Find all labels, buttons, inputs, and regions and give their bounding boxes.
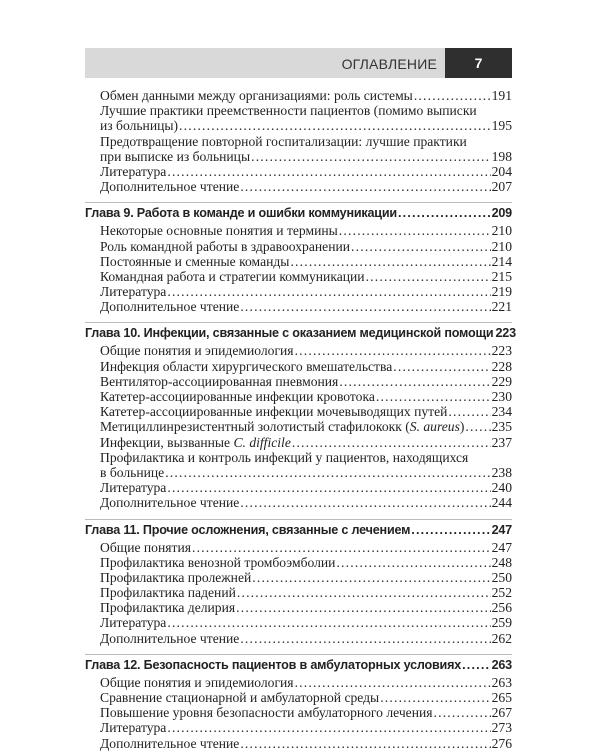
entry-page-number: 256 bbox=[491, 600, 512, 616]
entry-page-number: 237 bbox=[491, 434, 512, 450]
entry-page-number: 247 bbox=[491, 522, 512, 537]
toc-entry[interactable] bbox=[85, 374, 512, 389]
entry-title bbox=[100, 269, 365, 285]
toc-entry[interactable] bbox=[85, 480, 512, 495]
table-of-contents bbox=[85, 88, 516, 751]
entry-page-number: 273 bbox=[491, 720, 512, 736]
entry-title bbox=[100, 631, 239, 647]
toc-entry[interactable] bbox=[85, 435, 512, 450]
entry-title-text: Глава 11. Прочие осложнения, связанные с лечением bbox=[85, 522, 411, 537]
entry-title-italic: C. difficile bbox=[233, 434, 291, 450]
entry-page-number: 198 bbox=[491, 148, 512, 164]
dot-leader bbox=[465, 419, 490, 435]
dot-leader bbox=[351, 239, 491, 255]
entry-page-number: 229 bbox=[491, 373, 512, 389]
toc-entry[interactable] bbox=[85, 299, 512, 314]
dot-leader bbox=[167, 480, 490, 496]
toc-entry[interactable] bbox=[85, 149, 512, 164]
entry-title-text: Некоторые основные понятия и термины bbox=[100, 223, 338, 239]
entry-title-italic: S. aureus bbox=[409, 419, 460, 435]
entry-title-text: Повышение уровня безопасности амбулаторного лечения bbox=[100, 705, 433, 721]
entry-title-text: Литература bbox=[100, 284, 167, 300]
toc-entry[interactable] bbox=[85, 585, 512, 600]
entry-title bbox=[100, 118, 178, 134]
entry-title-text: Профилактика венозной тромбоэмболии bbox=[100, 554, 336, 570]
entry-page-number: 210 bbox=[491, 238, 512, 254]
entry-title-text: Инфекции, вызванные bbox=[100, 434, 234, 450]
entry-title-text: из больницы) bbox=[100, 118, 179, 134]
entry-title bbox=[100, 389, 375, 405]
entry-title bbox=[100, 555, 335, 571]
entry-title-suffix: ) bbox=[459, 419, 465, 435]
toc-entry[interactable] bbox=[85, 88, 512, 103]
entry-title bbox=[100, 480, 166, 496]
dot-leader bbox=[366, 269, 491, 285]
entry-title-text: Дополнительное чтение bbox=[100, 735, 240, 751]
entry-title bbox=[100, 284, 166, 300]
toc-entry[interactable] bbox=[85, 631, 512, 646]
entry-title-text: Инфекция области хирургического вмешательства bbox=[100, 358, 393, 374]
entry-page-number: 244 bbox=[491, 495, 512, 511]
entry-title bbox=[100, 615, 166, 631]
entry-title bbox=[100, 404, 447, 420]
entry-page-number: 234 bbox=[491, 404, 512, 420]
dot-leader bbox=[167, 164, 490, 180]
entry-page-number: 223 bbox=[491, 343, 512, 359]
entry-title-text: Командная работа и стратегии коммуникации bbox=[100, 268, 365, 284]
toc-entry[interactable] bbox=[85, 690, 512, 705]
toc-entry[interactable] bbox=[85, 600, 512, 615]
entry-title-text: Глава 12. Безопасность пациентов в амбулаторных условиях bbox=[85, 657, 462, 672]
dot-leader bbox=[339, 374, 490, 390]
dot-leader bbox=[339, 223, 491, 239]
entry-title bbox=[100, 88, 413, 104]
entry-title bbox=[100, 419, 464, 435]
entry-page-number: 259 bbox=[491, 615, 512, 631]
entry-title bbox=[100, 179, 239, 195]
dot-leader bbox=[434, 705, 491, 721]
entry-page-number: 210 bbox=[491, 223, 512, 239]
dot-leader bbox=[240, 631, 490, 647]
toc-entry[interactable] bbox=[85, 118, 512, 133]
entry-title bbox=[100, 223, 338, 239]
toc-chapter[interactable] bbox=[85, 654, 512, 673]
entry-title bbox=[100, 239, 350, 255]
dot-leader bbox=[240, 299, 490, 315]
entry-title-text: Дополнительное чтение bbox=[100, 495, 240, 511]
entry-title-text: Глава 9. Работа в команде и ошибки коммуникации bbox=[85, 206, 397, 221]
toc-entry[interactable] bbox=[85, 179, 512, 194]
toc-chapter[interactable] bbox=[85, 322, 516, 341]
dot-leader bbox=[240, 495, 490, 511]
toc-entry[interactable] bbox=[85, 465, 512, 480]
dot-leader bbox=[376, 389, 491, 405]
dot-leader bbox=[295, 343, 491, 359]
entry-title bbox=[100, 705, 433, 721]
dot-leader bbox=[414, 88, 491, 104]
entry-title-text: Катетер-ассоциированные инфекции мочевыводящих путей bbox=[100, 404, 448, 420]
entry-title bbox=[100, 149, 250, 165]
entry-title-text: Катетер-ассоциированные инфекции кровотока bbox=[100, 389, 375, 404]
dot-leader bbox=[411, 523, 490, 537]
entry-title-first-line: Лучшие практики преемственности пациентов (помимо выписки bbox=[100, 103, 477, 119]
toc-chapter[interactable] bbox=[85, 202, 512, 221]
page-number: 7 bbox=[445, 48, 512, 78]
entry-page-number: 223 bbox=[495, 326, 516, 341]
dot-leader bbox=[252, 570, 490, 586]
dot-leader bbox=[167, 720, 490, 736]
entry-title bbox=[100, 690, 379, 706]
toc-entry[interactable] bbox=[85, 239, 512, 254]
toc-chapter[interactable] bbox=[85, 519, 512, 538]
toc-entry[interactable] bbox=[85, 495, 512, 510]
entry-page-number: 191 bbox=[491, 88, 512, 103]
entry-page-number: 267 bbox=[491, 705, 512, 721]
entry-page-number: 252 bbox=[491, 585, 512, 601]
toc-entry[interactable] bbox=[85, 254, 512, 269]
entry-title bbox=[100, 570, 251, 586]
entry-title bbox=[100, 164, 166, 180]
header-title: ОГЛАВЛЕНИЕ bbox=[341, 56, 437, 72]
entry-title-text: Литература bbox=[100, 720, 167, 736]
entry-title bbox=[100, 465, 164, 481]
toc-entry-line bbox=[85, 450, 512, 465]
dot-leader bbox=[393, 359, 490, 375]
entry-page-number: 262 bbox=[491, 630, 512, 646]
toc-entry[interactable] bbox=[85, 389, 512, 404]
entry-title-text: Общие понятия и эпидемиология bbox=[100, 343, 294, 359]
dot-leader bbox=[192, 540, 491, 556]
entry-page-number: 238 bbox=[491, 464, 512, 480]
toc-entry[interactable] bbox=[85, 705, 512, 720]
dot-leader bbox=[295, 675, 491, 691]
dot-leader bbox=[236, 600, 490, 616]
entry-title-text: Профилактика пролежней bbox=[100, 569, 252, 585]
toc-entry[interactable] bbox=[85, 404, 512, 419]
entry-page-number: 221 bbox=[491, 299, 512, 315]
dot-leader bbox=[462, 658, 491, 672]
toc-entry[interactable] bbox=[85, 284, 512, 299]
dot-leader bbox=[237, 585, 491, 601]
entry-page-number: 276 bbox=[491, 735, 512, 751]
entry-page-number: 230 bbox=[491, 389, 512, 404]
entry-title-first-line: Предотвращение повторной госпитализации: лучшие практики bbox=[100, 133, 467, 149]
entry-title bbox=[100, 540, 191, 556]
entry-title-text: Метициллинрезистентный золотистый стафилококк ( bbox=[100, 419, 410, 435]
entry-title-text: Дополнительное чтение bbox=[100, 299, 240, 315]
toc-entry[interactable] bbox=[85, 343, 512, 358]
entry-page-number: 263 bbox=[491, 674, 512, 690]
entry-title-text: при выписке из больницы bbox=[100, 148, 251, 164]
entry-title bbox=[100, 435, 291, 451]
entry-title-text: Литература bbox=[100, 163, 167, 179]
entry-page-number: 247 bbox=[491, 539, 512, 555]
entry-page-number: 209 bbox=[491, 206, 512, 221]
entry-page-number: 214 bbox=[491, 253, 512, 269]
toc-entry[interactable] bbox=[85, 419, 512, 434]
toc-entry[interactable] bbox=[85, 164, 512, 179]
toc-entry[interactable] bbox=[85, 269, 512, 284]
entry-title-text: Профилактика падений bbox=[100, 585, 236, 601]
toc-entry[interactable] bbox=[85, 540, 512, 555]
toc-entry[interactable] bbox=[85, 570, 512, 585]
entry-title bbox=[100, 299, 239, 315]
entry-title bbox=[100, 343, 294, 359]
dot-leader bbox=[448, 404, 490, 420]
entry-title bbox=[85, 523, 410, 537]
dot-leader bbox=[398, 206, 491, 220]
entry-title bbox=[100, 359, 392, 375]
dot-leader bbox=[240, 736, 490, 752]
toc-entry[interactable] bbox=[85, 615, 512, 630]
toc-entry[interactable] bbox=[85, 555, 512, 570]
toc-entry[interactable] bbox=[85, 720, 512, 735]
dot-leader bbox=[240, 179, 490, 195]
entry-title bbox=[85, 206, 397, 220]
entry-page-number: 204 bbox=[491, 163, 512, 179]
entry-title bbox=[100, 600, 235, 616]
entry-title-text: Литература bbox=[100, 480, 167, 496]
dot-leader bbox=[251, 149, 491, 165]
entry-title-text: Сравнение стационарной и амбулаторной среды bbox=[100, 690, 380, 705]
entry-page-number: 228 bbox=[491, 358, 512, 374]
entry-title bbox=[100, 254, 289, 270]
entry-page-number: 219 bbox=[491, 284, 512, 300]
entry-title bbox=[85, 658, 461, 672]
entry-title-text: Вентилятор-ассоциированная пневмония bbox=[100, 373, 339, 389]
dot-leader bbox=[167, 615, 490, 631]
dot-leader bbox=[165, 465, 490, 481]
entry-title-text: Обмен данными между организациями: роль системы bbox=[100, 88, 413, 103]
entry-title-text: в больнице bbox=[100, 464, 165, 480]
entry-page-number: 215 bbox=[491, 268, 512, 284]
dot-leader bbox=[290, 254, 490, 270]
dot-leader bbox=[380, 690, 490, 706]
toc-entry[interactable] bbox=[85, 223, 512, 238]
entry-title bbox=[100, 495, 239, 511]
entry-title-text: Постоянные и сменные команды bbox=[100, 253, 290, 269]
entry-title bbox=[100, 374, 338, 390]
entry-page-number: 240 bbox=[491, 480, 512, 496]
entry-title-first-line: Профилактика и контроль инфекций у пациентов, находящихся bbox=[100, 449, 469, 465]
entry-title-text: Общие понятия и эпидемиология bbox=[100, 674, 294, 690]
toc-entry[interactable] bbox=[85, 736, 512, 751]
entry-page-number: 248 bbox=[491, 554, 512, 570]
entry-title bbox=[100, 585, 236, 601]
dot-leader bbox=[167, 284, 490, 300]
entry-page-number: 265 bbox=[491, 690, 512, 705]
entry-title-text: Литература bbox=[100, 615, 167, 631]
entry-title-text: Дополнительное чтение bbox=[100, 179, 240, 195]
entry-title bbox=[100, 675, 294, 691]
entry-title-text: Дополнительное чтение bbox=[100, 630, 240, 646]
dot-leader bbox=[179, 118, 491, 134]
entry-title-text: Роль командной работы в здравоохранении bbox=[100, 238, 351, 254]
dot-leader bbox=[292, 435, 491, 451]
entry-title bbox=[85, 326, 493, 340]
toc-entry[interactable] bbox=[85, 675, 512, 690]
entry-title-text: Общие понятия bbox=[100, 539, 191, 555]
entry-page-number: 250 bbox=[491, 569, 512, 585]
dot-leader bbox=[336, 555, 490, 571]
entry-page-number: 207 bbox=[491, 179, 512, 195]
entry-page-number: 263 bbox=[491, 657, 512, 672]
entry-title-text: Профилактика делирия bbox=[100, 600, 236, 616]
entry-title-text: Глава 10. Инфекции, связанные с оказанием медицинской помощи bbox=[85, 326, 494, 341]
entry-page-number: 195 bbox=[491, 118, 512, 134]
entry-title bbox=[100, 720, 166, 736]
running-header bbox=[85, 48, 512, 78]
toc-entry[interactable] bbox=[85, 359, 512, 374]
entry-page-number: 235 bbox=[491, 419, 512, 435]
toc-entry-line bbox=[85, 103, 512, 118]
toc-entry-line bbox=[85, 134, 512, 149]
entry-title bbox=[100, 736, 239, 752]
